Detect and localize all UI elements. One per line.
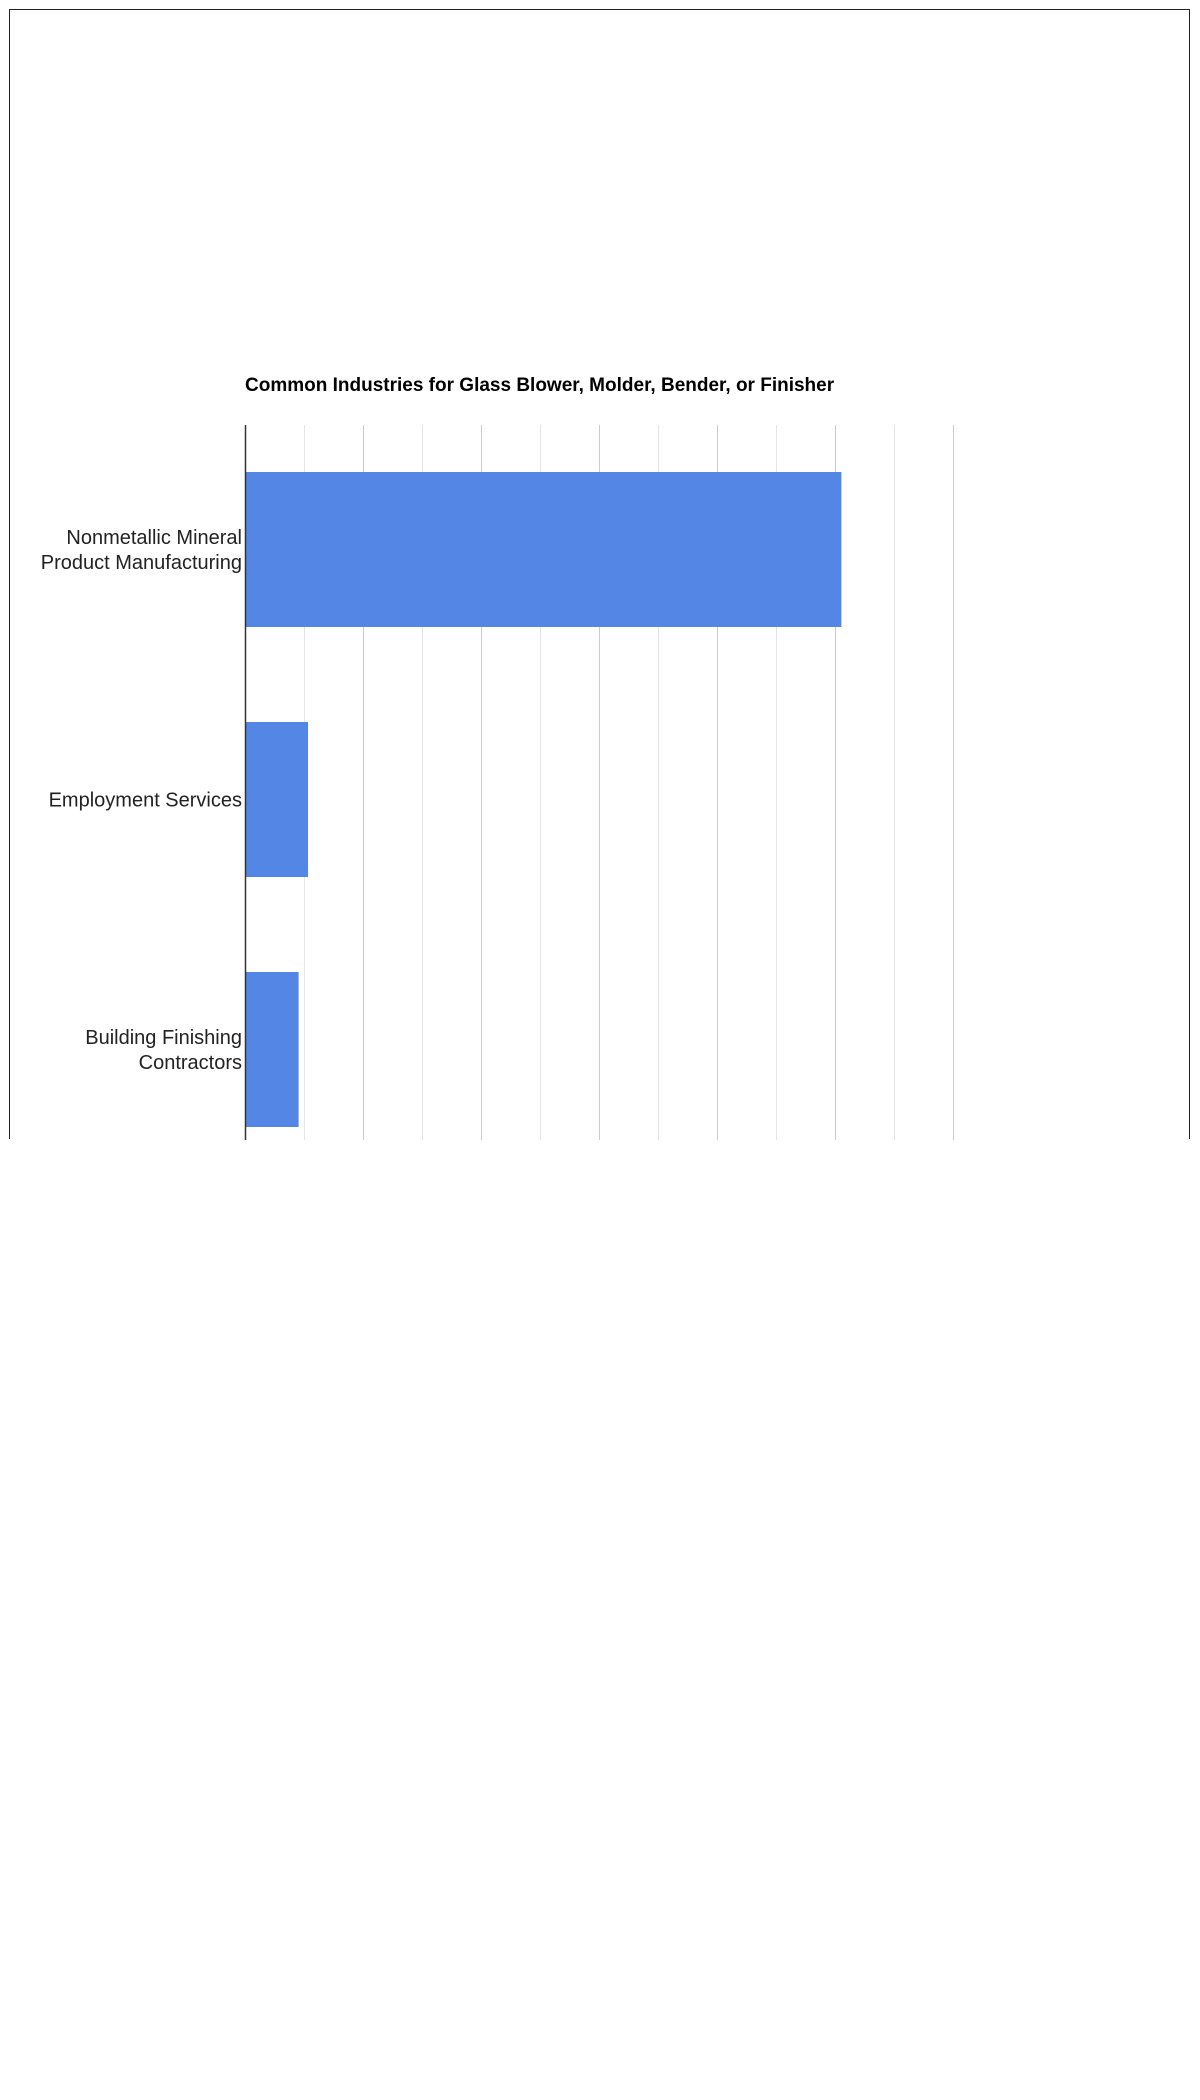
bar (246, 722, 309, 877)
bars (246, 472, 842, 1127)
category-labels (41, 527, 242, 1074)
category-label-line: Product Manufacturing (40, 552, 242, 574)
category-label (49, 790, 242, 812)
bar (246, 472, 842, 627)
category-label-line: Contractors (138, 1052, 242, 1074)
category-label-line: Building Finishing (85, 1027, 242, 1049)
bar (246, 972, 299, 1127)
category-label-line: Nonmetallic Mineral (66, 527, 242, 549)
category-label (41, 527, 242, 574)
category-label (85, 1027, 242, 1074)
chart-title: Common Industries for Glass Blower, Molder, Bender, or Finisher (245, 375, 835, 396)
category-label-line: Employment Services (48, 789, 242, 812)
